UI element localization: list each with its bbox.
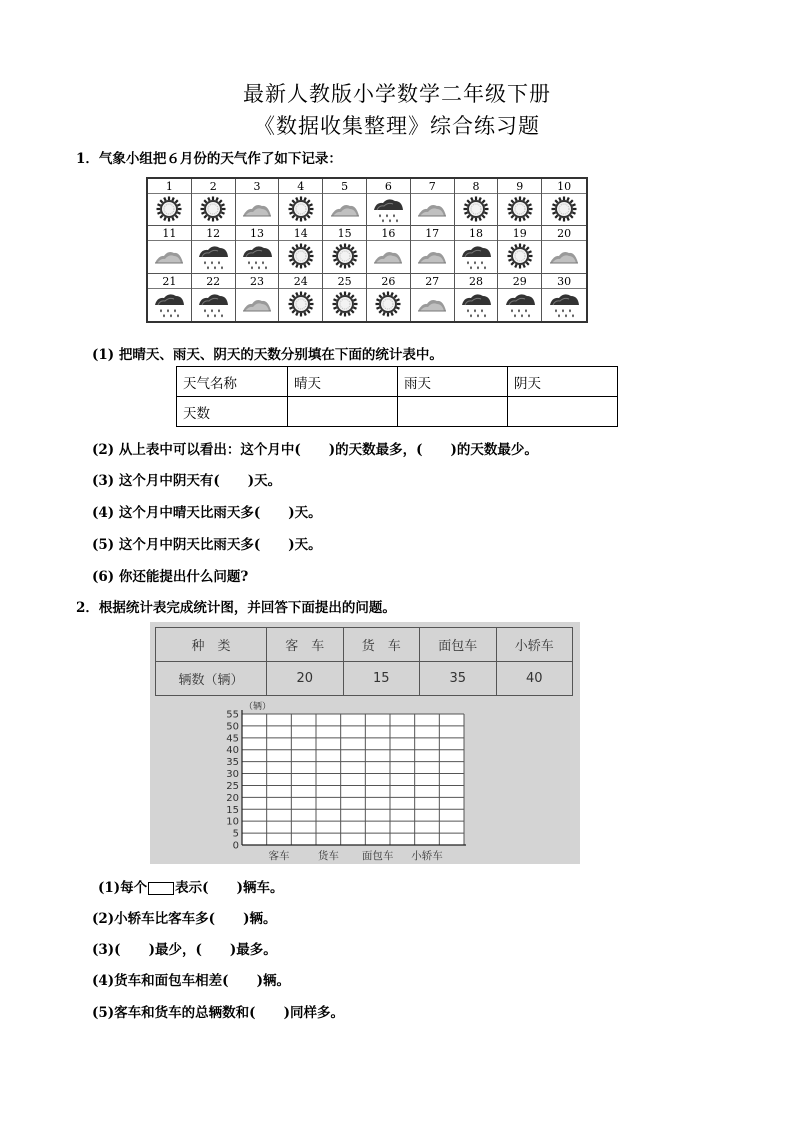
weather-cell	[148, 226, 192, 273]
weather-cell	[455, 274, 499, 321]
y-tick-label: 55	[226, 709, 239, 721]
weather-cell	[192, 179, 236, 226]
weather-cell	[148, 274, 192, 321]
table-row-label: 天数	[177, 397, 288, 427]
day-number: 22	[192, 275, 235, 289]
weather-cell	[192, 274, 236, 321]
text: (5) 这个月中阴天比雨天多(	[92, 537, 261, 553]
day-number: 21	[148, 275, 191, 289]
q2-sub5	[92, 1001, 344, 1021]
day-number: 28	[455, 275, 498, 289]
day-number: 5	[323, 180, 366, 194]
text: (3)(	[92, 942, 121, 958]
y-axis-label: （辆）	[244, 702, 272, 712]
text: (1)每个	[98, 880, 148, 896]
day-number: 9	[498, 180, 541, 194]
weather-cell	[498, 226, 542, 273]
plot-area[interactable]	[242, 714, 464, 845]
question-1-prompt: 1．气象小组把６月份的天气作了如下记录：	[76, 151, 342, 167]
weather-cell	[323, 274, 367, 321]
text: )同样多。	[283, 1005, 344, 1021]
q1-sub6: (6) 你还能提出什么问题?	[92, 569, 249, 585]
weather-cell	[279, 274, 323, 321]
day-number: 30	[542, 275, 586, 289]
y-tick-label: 10	[226, 816, 239, 828]
text: )最多。	[229, 942, 277, 958]
table-header-cell: 货 车	[343, 628, 420, 662]
day-number: 10	[542, 180, 586, 194]
x-tick-label: 货车	[317, 850, 339, 862]
table-header-cell: 雨天	[398, 367, 508, 397]
day-number: 13	[236, 227, 279, 241]
day-number: 27	[411, 275, 454, 289]
weather-cell	[323, 226, 367, 273]
text: (2) 从上表中可以看出：这个月中(	[92, 442, 301, 458]
table-header-cell: 客 车	[267, 628, 344, 662]
weather-cell	[279, 226, 323, 273]
text: )天。	[288, 537, 322, 553]
x-tick-label: 客车	[268, 850, 290, 862]
weather-cell	[236, 179, 280, 226]
day-number: 7	[411, 180, 454, 194]
table-header-cell: 晴天	[288, 367, 398, 397]
y-tick-label: 25	[226, 780, 239, 792]
text: )辆。	[243, 911, 277, 927]
day-number: 8	[455, 180, 498, 194]
weather-cell	[192, 226, 236, 273]
q2-sub3	[92, 938, 277, 958]
question-2-prompt: 2．根据统计表完成统计图，并回答下面提出的问题。	[76, 600, 396, 616]
text: )辆。	[256, 973, 290, 989]
weather-cell	[411, 274, 455, 321]
day-number: 18	[455, 227, 498, 241]
day-number: 11	[148, 227, 191, 241]
q2-sub4	[92, 969, 290, 989]
y-tick-label: 30	[226, 769, 239, 781]
text: 表示(	[175, 880, 209, 896]
answer-cell-sunny[interactable]	[288, 397, 398, 427]
y-tick-label: 45	[226, 733, 239, 745]
y-tick-label: 20	[226, 792, 239, 804]
weather-cell	[411, 179, 455, 226]
grid-square-icon	[148, 882, 174, 895]
day-number: 12	[192, 227, 235, 241]
weather-cell	[236, 226, 280, 273]
q1-sub4	[92, 501, 322, 521]
weather-stat-table	[176, 366, 618, 427]
weather-cell	[323, 179, 367, 226]
page-subtitle: 《数据收集整理》综合练习题	[254, 114, 540, 138]
text: )天。	[247, 473, 282, 489]
answer-cell-rainy[interactable]	[398, 397, 508, 427]
table-cell: 15	[343, 662, 420, 696]
weather-cell	[367, 179, 411, 226]
day-number: 2	[192, 180, 235, 194]
text: )的天数最少。	[450, 442, 538, 458]
q2-sub1	[98, 876, 283, 896]
day-number: 20	[542, 227, 586, 241]
table-header-cell: 种 类	[156, 628, 267, 662]
day-number: 25	[323, 275, 366, 289]
day-number: 24	[279, 275, 322, 289]
day-number: 23	[236, 275, 279, 289]
text: (3) 这个月中阴天有(	[92, 473, 220, 489]
y-tick-label: 5	[232, 828, 239, 840]
x-tick-label: 面包车	[361, 850, 394, 862]
weather-cell	[455, 226, 499, 273]
weather-cell	[542, 179, 586, 226]
weather-record-grid	[146, 177, 588, 323]
weather-cell	[498, 274, 542, 321]
text: )天。	[288, 505, 322, 521]
text: (5)客车和货车的总辆数和(	[92, 1005, 256, 1021]
vehicle-panel	[150, 622, 580, 864]
weather-cell	[542, 226, 586, 273]
text: )辆车。	[236, 880, 284, 896]
weather-cell	[498, 179, 542, 226]
day-number: 17	[411, 227, 454, 241]
vehicle-bar-chart[interactable]	[150, 622, 580, 864]
day-number: 16	[367, 227, 410, 241]
weather-cell	[279, 179, 323, 226]
table-header-cell: 面包车	[420, 628, 497, 662]
day-number: 3	[236, 180, 279, 194]
weather-cell	[148, 179, 192, 226]
page-title: 最新人教版小学数学二年级下册	[243, 82, 551, 106]
text: (2)小轿车比客车多(	[92, 911, 216, 927]
weather-cell	[367, 226, 411, 273]
table-header-cell: 天气名称	[177, 367, 288, 397]
answer-cell-cloudy[interactable]	[508, 397, 618, 427]
weather-cell	[455, 179, 499, 226]
y-tick-label: 35	[226, 757, 239, 769]
day-number: 14	[279, 227, 322, 241]
day-number: 6	[367, 180, 410, 194]
day-number: 26	[367, 275, 410, 289]
day-number: 19	[498, 227, 541, 241]
weather-cell	[542, 274, 586, 321]
y-tick-label: 0	[232, 840, 239, 852]
day-number: 29	[498, 275, 541, 289]
weather-cell	[411, 226, 455, 273]
text: (4)货车和面包车相差(	[92, 973, 229, 989]
table-header-cell: 阴天	[508, 367, 618, 397]
table-row-label: 辆数（辆）	[156, 662, 267, 696]
day-number: 15	[323, 227, 366, 241]
weather-cell	[236, 274, 280, 321]
table-header-cell: 小轿车	[496, 628, 573, 662]
weather-cell	[367, 274, 411, 321]
q1-sub2	[92, 438, 538, 458]
day-number: 1	[148, 180, 191, 194]
q1-sub3	[92, 469, 281, 489]
table-cell: 35	[420, 662, 497, 696]
q2-sub2	[92, 907, 276, 927]
q1-sub5	[92, 533, 322, 553]
day-number: 4	[279, 180, 322, 194]
text: )的天数最多，(	[328, 442, 423, 458]
y-tick-label: 15	[226, 804, 239, 816]
q1-sub1: (1) 把晴天、雨天、阴天的天数分别填在下面的统计表中。	[92, 347, 443, 363]
text: (4) 这个月中晴天比雨天多(	[92, 505, 261, 521]
y-tick-label: 40	[226, 745, 239, 757]
x-tick-label: 小轿车	[411, 850, 443, 862]
y-tick-label: 50	[226, 721, 239, 733]
text: )最少，(	[148, 942, 202, 958]
table-cell: 40	[496, 662, 573, 696]
table-cell: 20	[267, 662, 344, 696]
